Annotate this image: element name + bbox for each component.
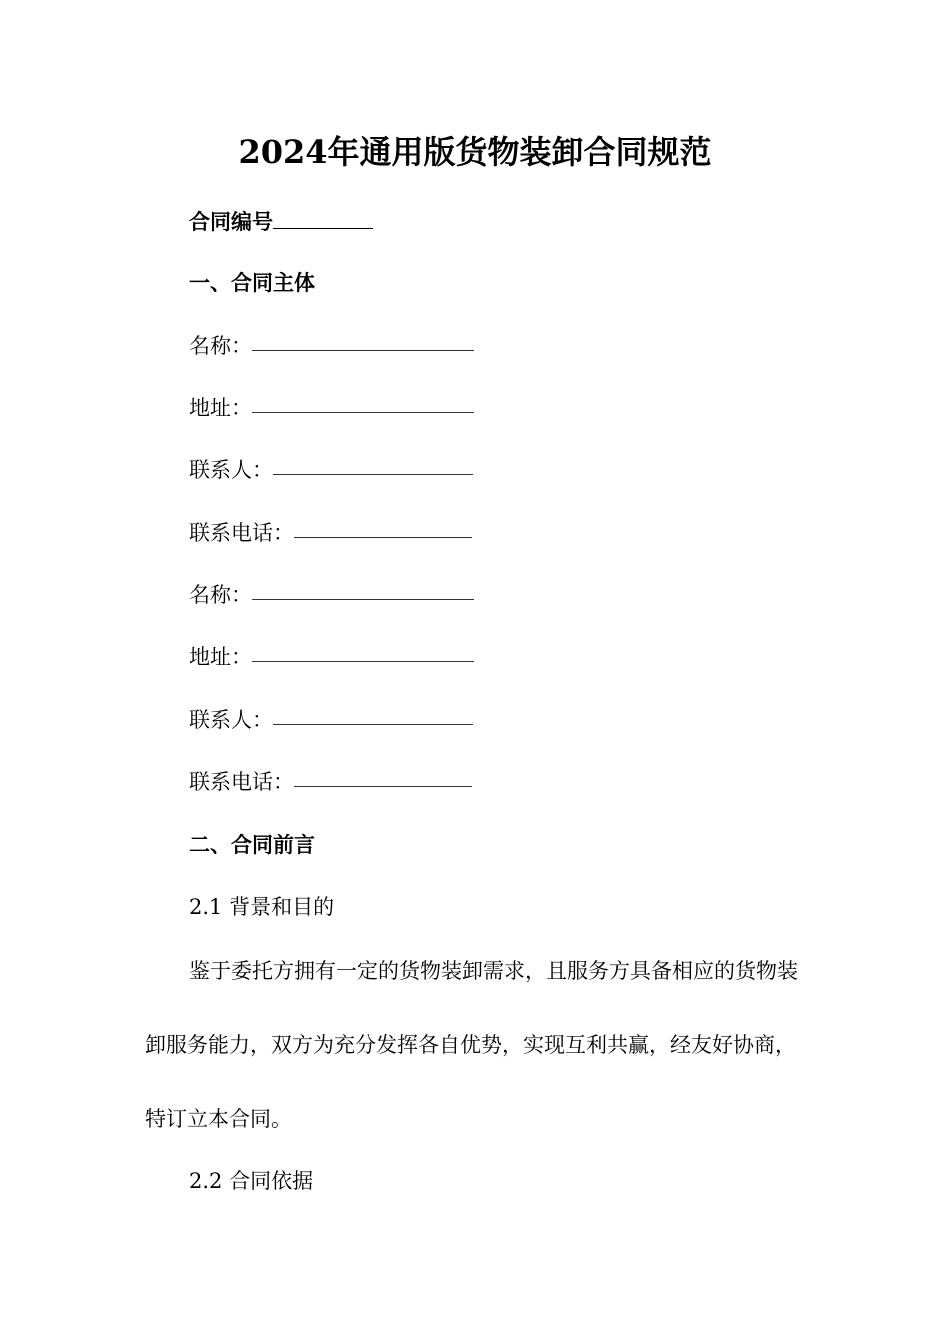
- paragraph-2-1: 鉴于委托方拥有一定的货物装卸需求，且服务方具备相应的货物装卸服务能力，双方为充分发挥各自优势，实现互利共赢，经友好协商，特订立本合同。: [145, 959, 798, 1131]
- party-b-address-line: [189, 642, 474, 672]
- party-a-phone-line: [189, 518, 472, 548]
- contract-number-line: [189, 206, 373, 237]
- party-a-name-line: [189, 331, 474, 361]
- party-b-contact-blank: [273, 704, 473, 725]
- party-b-contact-label: 联系人：: [189, 708, 273, 732]
- party-b-address-blank: [252, 641, 474, 662]
- section-2-heading: 二、合同前言: [189, 832, 315, 857]
- party-b-phone-blank: [294, 766, 472, 787]
- party-b-name-blank: [252, 579, 474, 600]
- party-b-address-label: 地址：: [189, 645, 252, 669]
- party-a-address-blank: [252, 392, 474, 413]
- party-a-contact-blank: [273, 454, 473, 475]
- party-a-name-label: 名称：: [189, 334, 252, 358]
- party-b-phone-label: 联系电话：: [189, 770, 294, 794]
- subsection-2-2-heading: 2.2 合同依据: [189, 1169, 314, 1193]
- contract-number-label: 合同编号: [189, 209, 273, 234]
- document-title: 2024年通用版货物装卸合同规范: [238, 133, 712, 171]
- party-a-phone-blank: [294, 517, 472, 538]
- party-b-name-line: [189, 580, 474, 610]
- party-a-contact-line: [189, 455, 473, 485]
- party-b-phone-line: [189, 767, 472, 797]
- party-a-name-blank: [252, 330, 474, 351]
- party-a-address-line: [189, 393, 474, 423]
- party-b-contact-line: [189, 705, 473, 735]
- section-1-heading: 一、合同主体: [189, 270, 315, 295]
- party-b-name-label: 名称：: [189, 583, 252, 607]
- party-a-address-label: 地址：: [189, 396, 252, 420]
- subsection-2-1-heading: 2.1 背景和目的: [189, 895, 335, 919]
- party-a-contact-label: 联系人：: [189, 458, 273, 482]
- contract-number-blank: [273, 206, 373, 229]
- party-a-phone-label: 联系电话：: [189, 521, 294, 545]
